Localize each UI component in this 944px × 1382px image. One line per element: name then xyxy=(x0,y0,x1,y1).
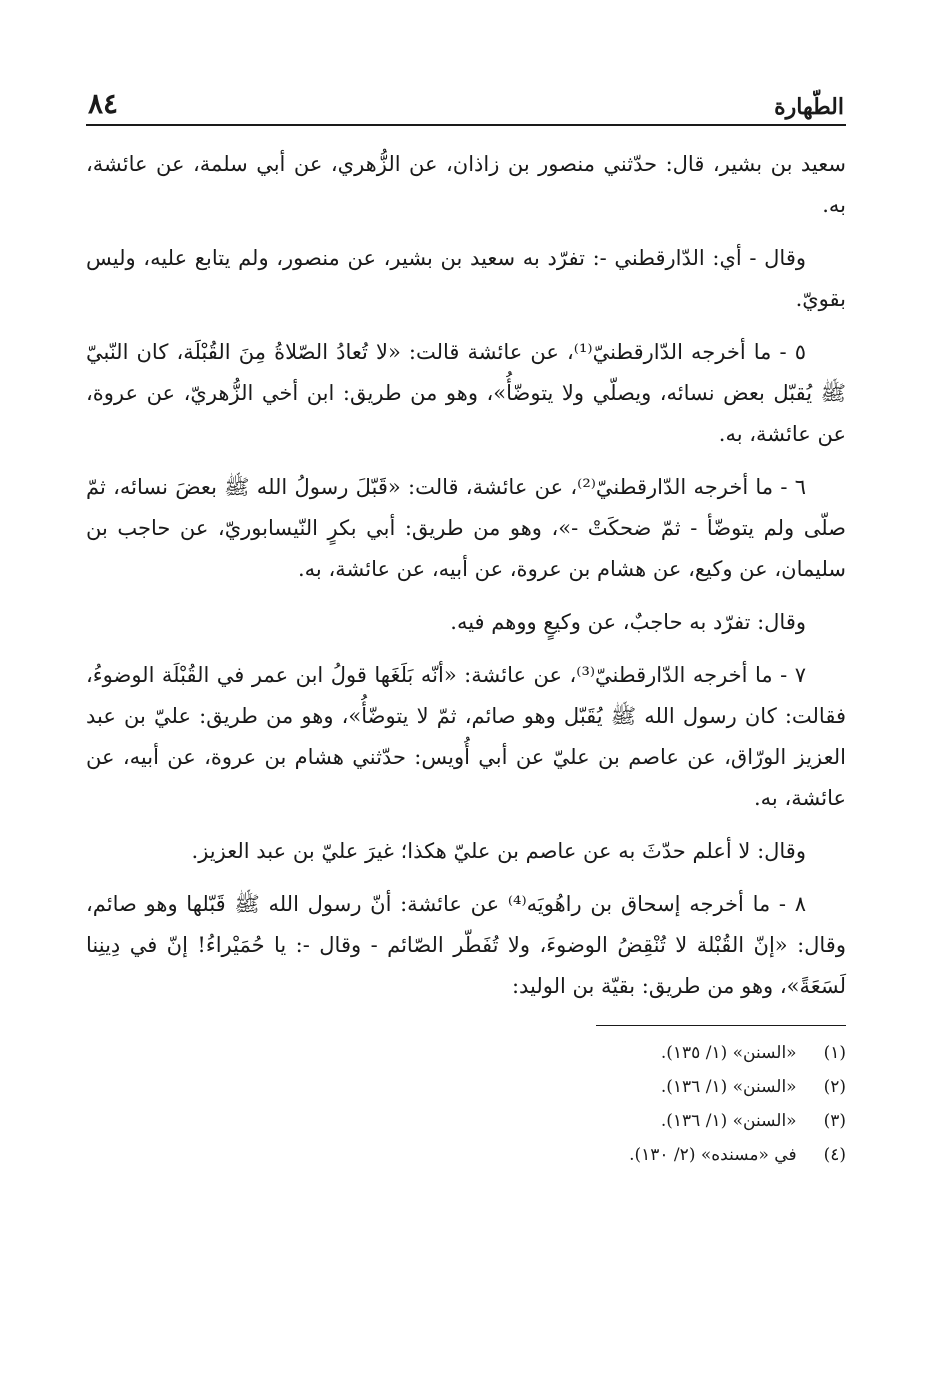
paragraph: وقال - أي: الدّارقطني -: تفرّد به سعيد بن بشير، عن منصور، ولم يتابع عليه، وليس بقويّ. xyxy=(86,246,846,311)
footnote xyxy=(86,1138,846,1172)
paragraph: وقال: لا أعلم حدّثَ به عن عاصم بن عليّ هكذا؛ غيرَ عليّ بن عبد العزيز. xyxy=(191,839,806,863)
book-page xyxy=(86,70,846,1172)
footnote-rule xyxy=(596,1025,846,1026)
paragraph: وقال: تفرّد به حاجبٌ، عن وكيعٍ ووهم فيه. xyxy=(450,610,806,634)
footnote xyxy=(86,1104,846,1138)
header-rule xyxy=(86,124,846,126)
footnote-number: (٤) xyxy=(823,1145,846,1165)
footnotes xyxy=(86,1025,846,1172)
page-number: ٨٤ xyxy=(88,87,119,120)
footnote-number: (٣) xyxy=(823,1111,846,1131)
footnote-text: «السنن» (١/ ١٣٦). xyxy=(660,1111,797,1131)
footnote-text: «السنن» (١/ ١٣٦). xyxy=(660,1077,797,1097)
footnote-number: (١) xyxy=(823,1043,846,1063)
footnote xyxy=(86,1070,846,1104)
page-body xyxy=(86,144,846,1007)
paragraph: ٦ - ما أخرجه الدّارقطنيّ⁽²⁾، عن عائشة، قالت: «قَبّلَ رسولُ الله ﷺ بعضَ نسائه، ثمّ صلّى ولم يتوضّأ - ثمّ ضحكَتْ -»، وهو من طريق: أبي بكرٍ النّيسابوريّ، عن حاجب بن سليمان، عن وكيع، عن هشام بن عروة، عن أبيه، عن عائشة، به. xyxy=(86,475,846,581)
paragraph: ٧ - ما أخرجه الدّارقطنيّ⁽³⁾، عن عائشة: «أنّه بَلَغَها قولُ ابن عمر في القُبْلَة الوضوءُ، فقالت: كان رسول الله ﷺ يُقَبّل وهو صائم، ثمّ لا يتوضّأُ»، وهو من طريق: عليّ بن عبد العزيز الورّاق، عن عاصم بن عليّ عن أبي أُويس: حدّثني هشام بن عروة، عن أبيه، عن عائشة، به. xyxy=(86,663,846,810)
page-header xyxy=(86,70,846,118)
footnote-number: (٢) xyxy=(823,1077,846,1097)
paragraph: سعيد بن بشير، قال: حدّثني منصور بن زاذان، عن الزُّهري، عن أبي سلمة، عن عائشة، به. xyxy=(86,152,846,217)
footnote-text: «السنن» (١/ ١٣٥). xyxy=(660,1043,797,1063)
paragraph: ٨ - ما أخرجه إسحاق بن راهُويَه⁽⁴⁾ عن عائشة: أنّ رسول الله ﷺ قَبّلها وهو صائم، وقال: «إنّ القُبْلة لا تُنْقِضُ الوضوءَ، ولا تُفَطّر الصّائم - وقال -: يا حُمَيْراءُ! إنّ في دِينِنا لَسَعَةً»، وهو من طريق: بقيّة بن الوليد: xyxy=(86,892,846,998)
footnote xyxy=(86,1036,846,1070)
footnote-text: في «مسنده» (٢/ ١٣٠). xyxy=(629,1145,797,1165)
running-head: الطّهارة xyxy=(774,94,844,120)
paragraph: ٥ - ما أخرجه الدّارقطنيّ⁽¹⁾، عن عائشة قالت: «لا تُعادُ الصّلاةُ مِنَ القُبْلَة، كان النّبيّ ﷺ يُقبّل بعض نسائه، ويصلّي ولا يتوضّأُ»، وهو من طريق: ابن أخي الزُّهريّ، عن عروة، عن عائشة، به. xyxy=(86,340,846,446)
